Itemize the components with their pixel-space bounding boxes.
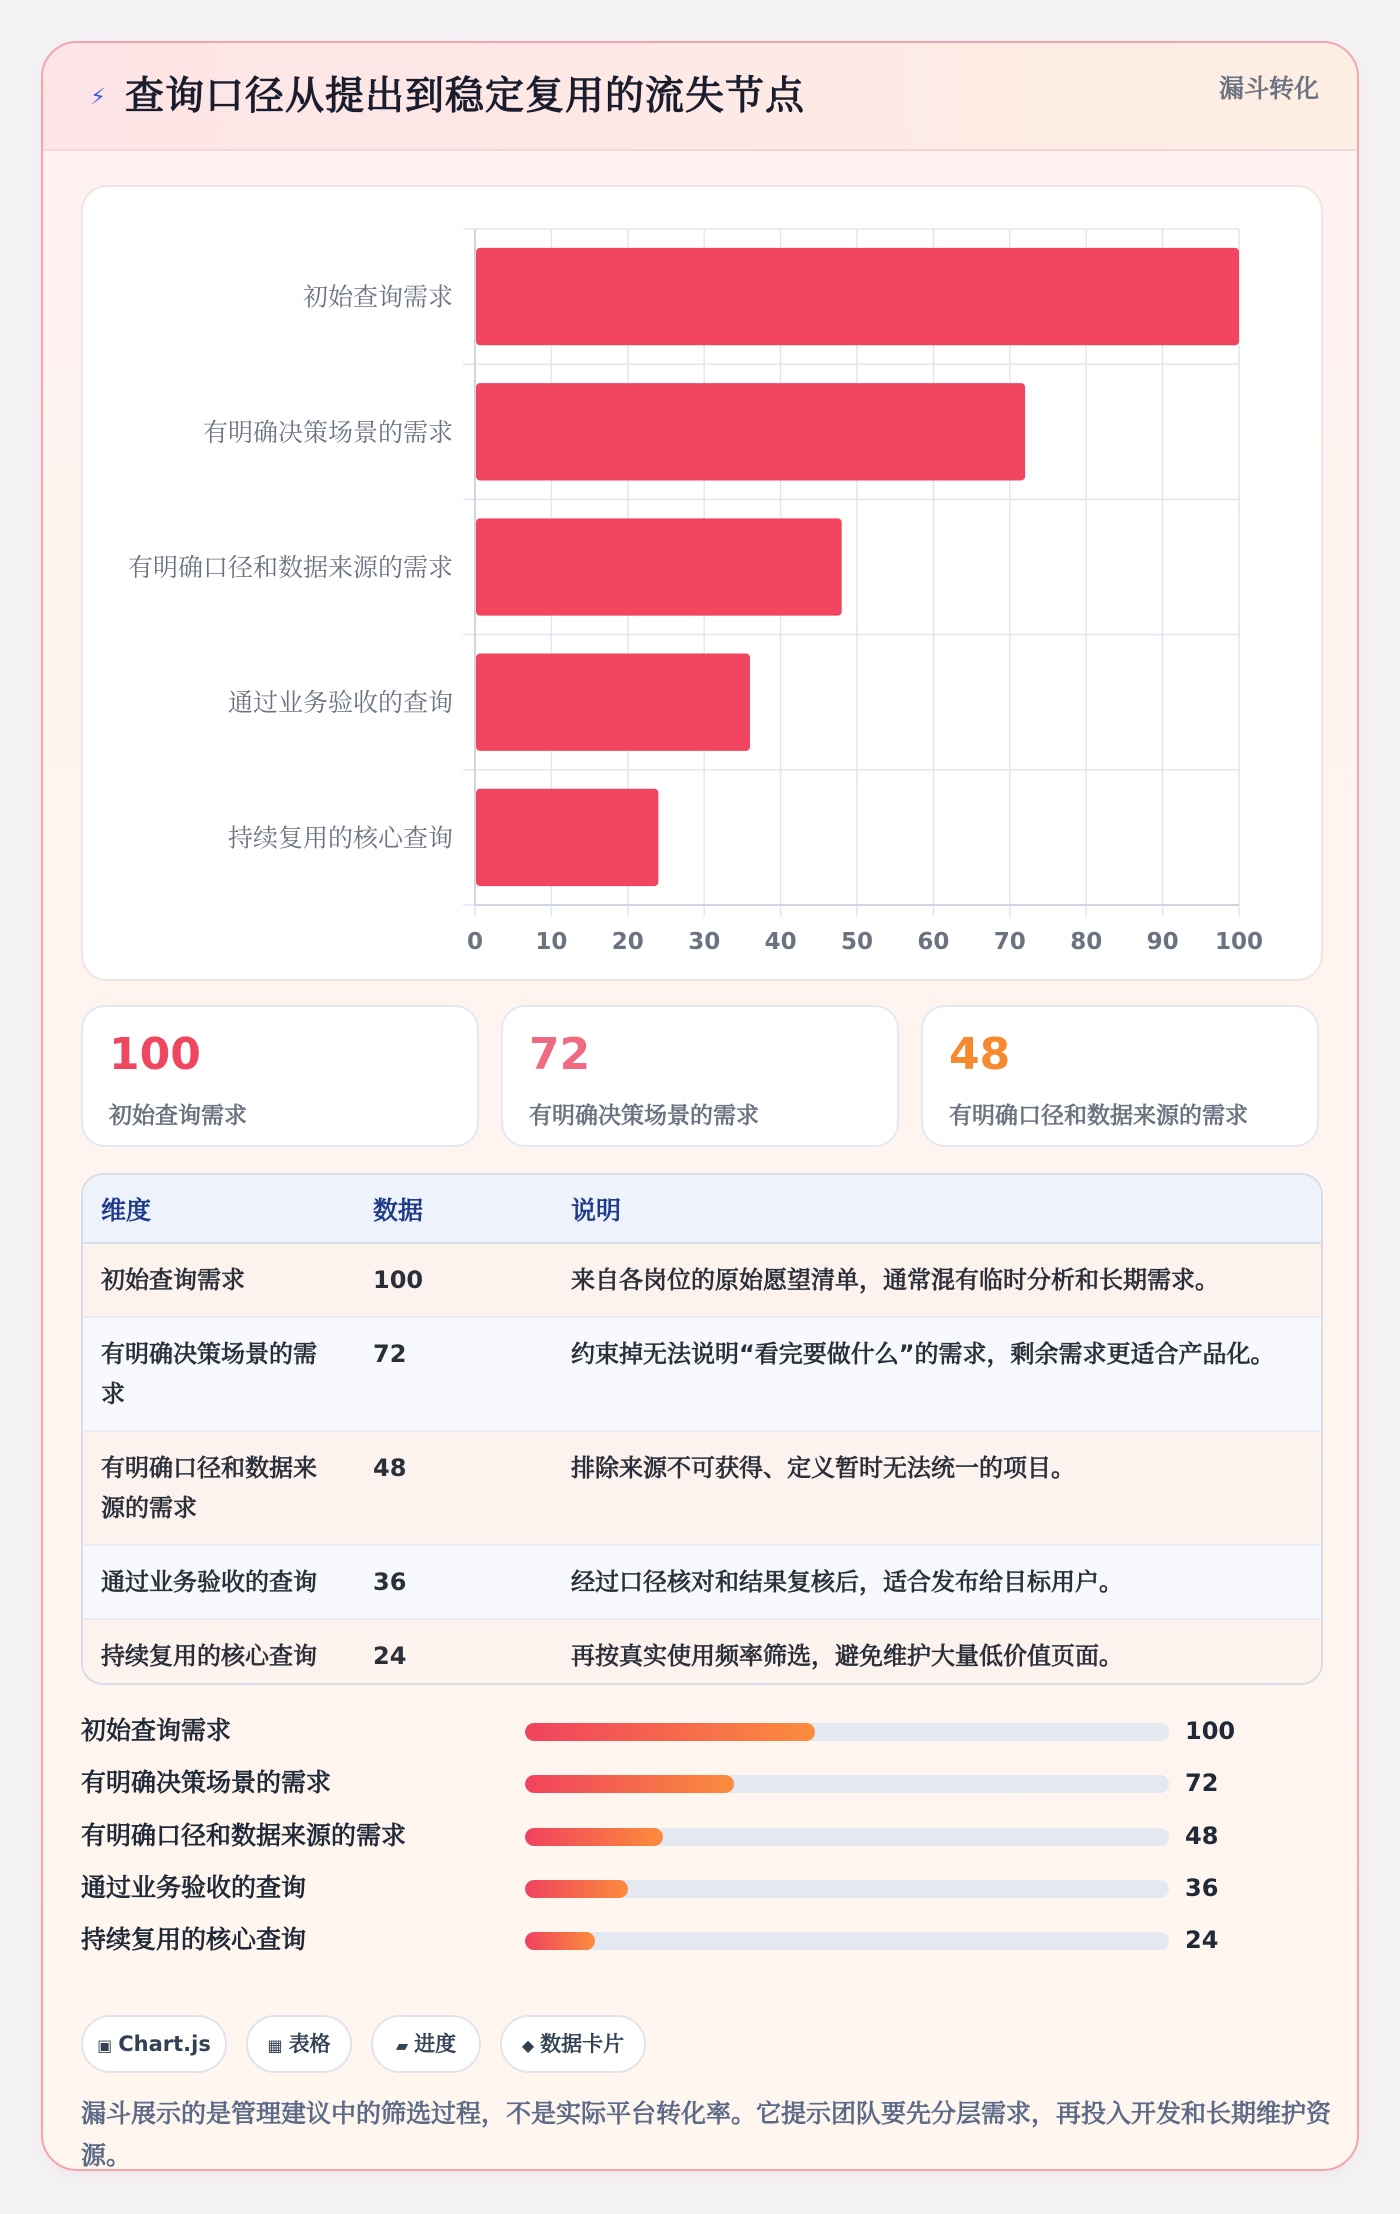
progress-label: 有明确口径和数据来源的需求	[81, 1821, 407, 1850]
bar	[476, 383, 1025, 480]
column-header: 维度	[83, 1175, 355, 1243]
y-category-label: 通过业务验收的查询	[227, 688, 453, 718]
progress-fill	[525, 1828, 663, 1846]
table-cell-dimension: 通过业务验收的查询	[83, 1545, 355, 1619]
stat-value: 100	[109, 1029, 201, 1080]
tag-label: Chart.js	[118, 2032, 211, 2056]
progress-value: 48	[1185, 1822, 1219, 1850]
table-row	[83, 1431, 1321, 1545]
tag-progress[interactable]	[371, 2015, 481, 2073]
y-category-label: 初始查询需求	[302, 282, 453, 312]
stat-card	[81, 1005, 479, 1147]
progress-label: 通过业务验收的查询	[81, 1873, 307, 1902]
table-cell-note: 来自各岗位的原始愿望清单，通常混有临时分析和长期需求。	[553, 1243, 1321, 1317]
stat-label: 有明确决策场景的需求	[529, 1103, 759, 1129]
progress-row	[81, 1711, 1323, 1751]
progress-value: 72	[1185, 1769, 1219, 1797]
table-cell-note: 再按真实使用频率筛选，避免维护大量低价值页面。	[553, 1619, 1321, 1685]
tag-data-card[interactable]	[500, 2015, 646, 2073]
progress-row	[81, 1763, 1323, 1803]
table-cell-value: 24	[355, 1619, 553, 1685]
progress-track	[525, 1932, 1169, 1950]
table-cell-note: 排除来源不可获得、定义暂时无法统一的项目。	[553, 1431, 1321, 1545]
x-tick-label: 70	[993, 929, 1026, 955]
progress-list	[81, 1711, 1323, 1981]
bar	[476, 789, 658, 886]
stat-value: 48	[949, 1029, 1011, 1080]
x-tick-label: 30	[688, 929, 721, 955]
progress-icon: ▰	[395, 2036, 409, 2055]
x-tick-label: 60	[917, 929, 950, 955]
table-cell-dimension: 有明确口径和数据来源的需求	[83, 1431, 355, 1545]
progress-track	[525, 1828, 1169, 1846]
stat-label: 有明确口径和数据来源的需求	[949, 1103, 1248, 1129]
progress-track	[525, 1880, 1169, 1898]
table-cell-value: 48	[355, 1431, 553, 1545]
bar	[476, 654, 750, 751]
table-cell-value: 72	[355, 1317, 553, 1431]
table-cell-value: 36	[355, 1545, 553, 1619]
tag-label: 数据卡片	[540, 2032, 625, 2056]
table-row	[83, 1243, 1321, 1317]
tag-label: 表格	[288, 2032, 331, 2056]
progress-fill	[525, 1723, 815, 1741]
table-cell-dimension: 持续复用的核心查询	[83, 1619, 355, 1685]
table-cell-value: 100	[355, 1243, 553, 1317]
table-header-row	[83, 1175, 1321, 1243]
x-tick-label: 10	[535, 929, 568, 955]
funnel-badge: 漏斗转化	[1218, 74, 1319, 103]
y-category-label: 持续复用的核心查询	[227, 823, 453, 853]
stat-card	[501, 1005, 899, 1147]
y-category-label: 有明确口径和数据来源的需求	[127, 553, 453, 582]
stat-value: 72	[529, 1029, 591, 1080]
progress-track	[525, 1723, 1169, 1741]
progress-value: 100	[1185, 1717, 1236, 1745]
card-title: 查询口径从提出到稳定复用的流失节点	[125, 74, 806, 119]
x-tick-label: 100	[1214, 929, 1264, 955]
y-category-label: 有明确决策场景的需求	[202, 417, 453, 447]
table-icon: ▦	[267, 2036, 283, 2055]
column-header: 数据	[355, 1175, 553, 1243]
progress-fill	[525, 1880, 628, 1898]
x-tick-label: 0	[466, 929, 484, 955]
lightning-icon: ⚡	[90, 85, 106, 110]
footnote: 漏斗展示的是管理建议中的筛选过程，不是实际平台转化率。它提示团队要先分层需求，再投入开发和长期维护资源。	[81, 2099, 1332, 2170]
card-header	[43, 43, 1357, 151]
bar	[476, 248, 1239, 345]
progress-row	[81, 1868, 1323, 1908]
progress-fill	[525, 1775, 734, 1793]
funnel-bar-chart	[81, 185, 1323, 981]
tag-chartjs[interactable]	[81, 2015, 227, 2073]
table-row	[83, 1619, 1321, 1685]
tag-table[interactable]	[246, 2015, 352, 2073]
progress-value: 24	[1185, 1926, 1219, 1954]
x-tick-label: 40	[764, 929, 797, 955]
progress-label: 有明确决策场景的需求	[81, 1768, 332, 1797]
bar-chart-svg	[83, 187, 1325, 983]
table-cell-note: 经过口径核对和结果复核后，适合发布给目标用户。	[553, 1545, 1321, 1619]
stat-card	[921, 1005, 1319, 1147]
table-row	[83, 1545, 1321, 1619]
x-tick-label: 50	[840, 929, 874, 955]
progress-track	[525, 1775, 1169, 1793]
table-cell-dimension: 有明确决策场景的需求	[83, 1317, 355, 1431]
column-header: 说明	[553, 1175, 1321, 1243]
progress-fill	[525, 1932, 595, 1950]
chart-icon: ▣	[97, 2036, 113, 2055]
funnel-card	[41, 41, 1359, 2171]
table-cell-dimension: 初始查询需求	[83, 1243, 355, 1317]
table-cell-note: 约束掉无法说明“看完要做什么”的需求，剩余需求更适合产品化。	[553, 1317, 1321, 1431]
progress-row	[81, 1920, 1323, 1960]
stat-label: 初始查询需求	[109, 1103, 247, 1129]
progress-value: 36	[1185, 1874, 1219, 1902]
x-tick-label: 80	[1070, 929, 1103, 955]
card-icon: ◆	[521, 2036, 535, 2055]
progress-label: 初始查询需求	[81, 1716, 232, 1745]
x-tick-label: 90	[1146, 929, 1179, 955]
data-table	[81, 1173, 1323, 1685]
table-row	[83, 1317, 1321, 1431]
x-tick-label: 20	[611, 929, 644, 955]
stat-cards	[81, 1005, 1323, 1147]
bar	[476, 518, 842, 615]
progress-row	[81, 1816, 1323, 1856]
progress-label: 持续复用的核心查询	[81, 1925, 307, 1954]
tag-label: 进度	[414, 2032, 457, 2056]
